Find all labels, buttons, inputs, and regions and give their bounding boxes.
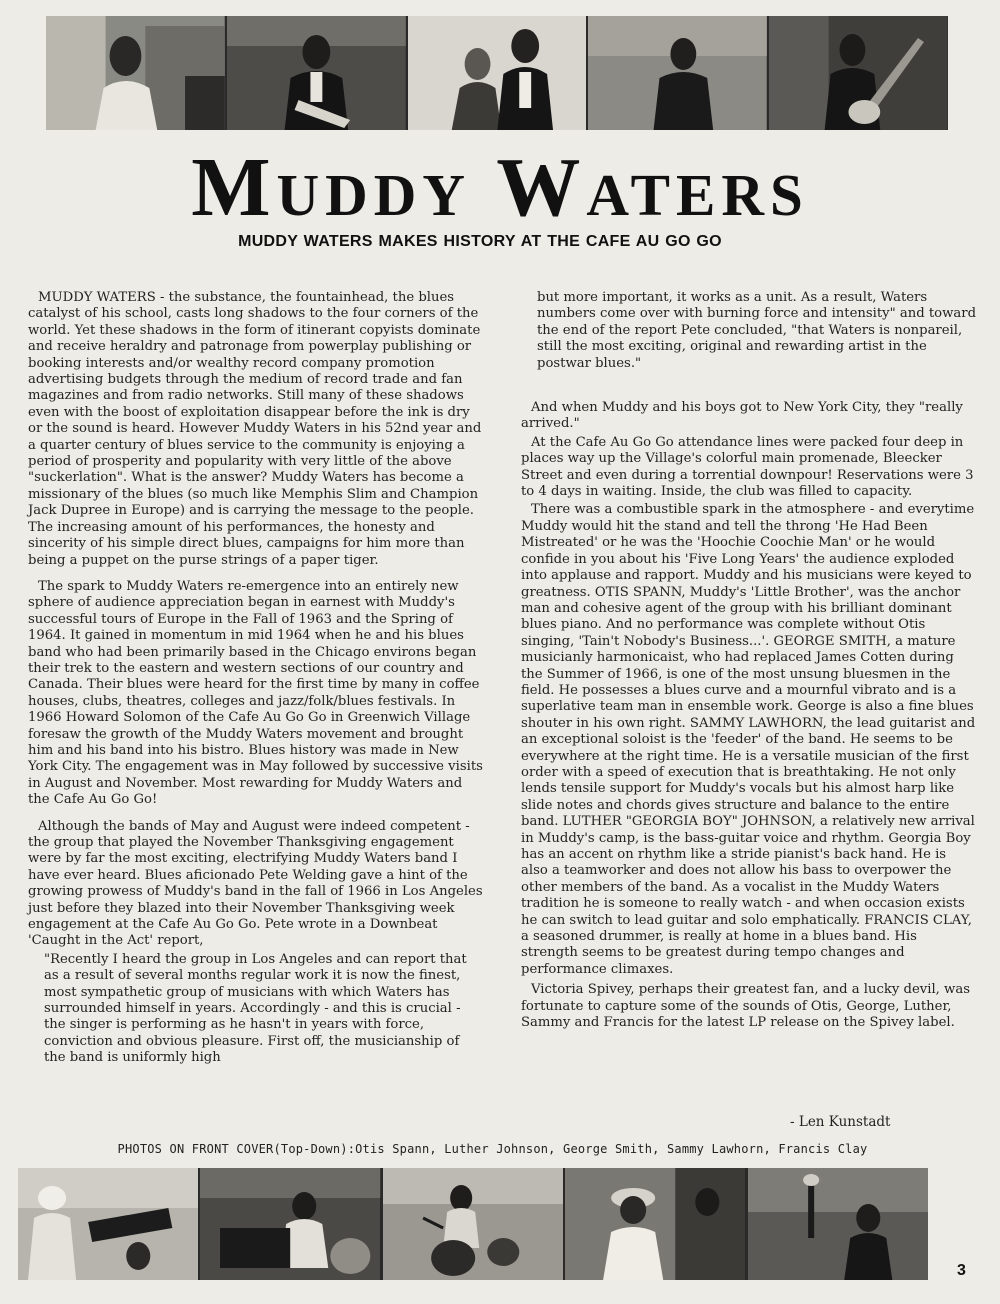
right-column bbox=[521, 290, 976, 1041]
photo-man-in-suit bbox=[588, 16, 769, 130]
left-column bbox=[28, 290, 483, 1077]
author-signature: - Len Kunstadt bbox=[790, 1114, 891, 1130]
paragraph: And when Muddy and his boys got to New York City, they "really arrived." bbox=[521, 400, 963, 432]
paragraph: MUDDY WATERS - the substance, the fountainhead, the blues catalyst of his school, casts long shadows to the four corners of the world. Yet these shadows in the form of itinerant copyists dominate and receive heraldry and patronage from powerplay publishing or booking interests and/or wealthy record company promotion advertising budgets through the medium of record trade and fan magazines and from radio networks. Still many of these shadows even with the boost of exploitation disappear before the ink is dry or the sound is heard. However Muddy Waters in his 52nd year and a quarter century of blues service to the community is enjoying a period of prosperity and popularity with very little of the above "suckerlation". What is the answer? Muddy Waters has become a missionary of the blues (so much like Memphis Slim and Champion Jack Dupree in Europe) and is carrying the message to the people. The increasing amount of his performances, the honesty and sincerity of his simple direct blues, campaigns for him more than being a puppet on the purse strings of a paper tiger. bbox=[28, 290, 482, 568]
block-quote: "Recently I heard the group in Los Angeles and can report that as a result of several months regular work it is now the finest, most sympathetic group of musicians with which Waters has surrounded himself in years. Accordingly - and this is crucial - the singer is performing as he hasn't in years with force, conviction and obvious pleasure. First off, the musicianship of the band is uniformly high bbox=[44, 951, 467, 1066]
paragraph: Although the bands of May and August were indeed competent - the group that played the November Thanksgiving engagement were by far the most exciting, electrifying Muddy Waters band I have ever heard. Blues aficionado Pete Welding gave a hint of the growing prowess of Muddy's band in the fall of 1966 in Los Angeles just before they blazed into their November Thanksgiving week engagement at the Cafe Au Go Go. Pete wrote in a Downbeat 'Caught in the Act' report, bbox=[28, 818, 483, 949]
article-subtitle: MUDDY WATERS MAKES HISTORY AT THE CAFE AU GO GO bbox=[238, 233, 722, 250]
photo-two-people bbox=[408, 16, 589, 130]
photo-bass-guitarist bbox=[769, 16, 948, 130]
page-number: 3 bbox=[957, 1262, 966, 1279]
photo-drummer bbox=[383, 1168, 565, 1280]
photo-woman-in-hat bbox=[565, 1168, 747, 1280]
top-photo-strip bbox=[46, 16, 948, 130]
paragraph: The spark to Muddy Waters re-emergence into an entirely new sphere of audience appreciation began in earnest with Muddy's successful tours of Europe in the Fall of 1963 and the Spring of 1964. It gained in momentum in mid 1964 when he and his blues band who had been primarily based in the Chicago environs began their trek to the eastern and western sections of our country and Canada. Their blues were heard for the first time by many in coffee houses, clubs, theatres, colleges and jazz/folk/blues festivals. In 1966 Howard Solomon of the Cafe Au Go Go in Greenwich Village foresaw the growth of the Muddy Waters movement and brought him and his band into his bistro. Blues history was made in New York City. The engagement was in May followed by successive visits in August and November. Most rewarding for Muddy Waters and the Cafe Au Go Go! bbox=[28, 578, 483, 808]
paragraph: At the Cafe Au Go Go attendance lines were packed four deep in places way up the Village's colorful main promenade, Bleecker Street and even during a torrential downpour! Reservations were 3 to 4 days in waiting. Inside, the club was filled to capacity. bbox=[521, 434, 974, 500]
paragraph: Victoria Spivey, perhaps their greatest fan, and a lucky devil, was fortunate to capture some of the sounds of Otis, George, Luther, Sammy and Francis for the latest LP release on the Spivey label. bbox=[521, 982, 970, 1031]
paragraph: There was a combustible spark in the atmosphere - and everytime Muddy would hit the stand and tell the throng 'He Had Been Mistreated' or he was the 'Hoochie Coochie Man' or he would confide in you about his 'Five Long Years' the audience exploded into applause and rapport. Muddy and his musicians were keyed to greatness. OTIS SPANN, Muddy's 'Little Brother', was the anchor man and cohesive agent of the group with his brilliant dominant blues piano. And no performance was complete without Otis singing, 'Tain't Nobody's Business...'. GEORGE SMITH, a mature musicianly harmonicaist, who had replaced James Cotten during the Summer of 1966, is one of the most unsung bluesmen in the field. He possesses a blues curve and a mournful vibrato and is a superlative team man in ensemble work. George is also a fine blues shouter in his own right. SAMMY LAWHORN, the lead guitarist and an exceptional soloist is the 'feeder' of the band. He seems to be everywhere at the right time. He is a versatile musician of the first order with a speed of execution that is breathtaking. He not only lends tensile support for Muddy's vocals but his almost harp like slide notes and chords gives structure and balance to the entire band. LUTHER "GEORGIA BOY" JOHNSON, a relatively new arrival in Muddy's camp, is the bass-guitar voice and rhythm. Georgia Boy has an accent on rhythm like a stride pianist's back hand. He is also a teamworker and does not allow his bass to overpower the other members of the band. As a vocalist in the Muddy Waters tradition he is someone to really watch - and when occasion exists he can switch to lead guitar and solo emphatically. FRANCIS CLAY, a seasoned drummer, is really at home in a blues band. His strength seems to be greatest during tempo changes and performance climaxes. bbox=[521, 502, 976, 977]
photo-pianist bbox=[200, 1168, 382, 1280]
bottom-photo-strip bbox=[18, 1168, 928, 1280]
block-quote-continued: but more important, it works as a unit. As a result, Waters numbers come over with burning force and intensity" and toward the end of the report Pete concluded, "that Waters is nonpareil, still the most exciting, original and rewarding artist in the postwar blues." bbox=[537, 290, 977, 371]
photo-guitarist bbox=[227, 16, 408, 130]
photo-woman-at-music-stand bbox=[18, 1168, 200, 1280]
photo-caption: PHOTOS ON FRONT COVER(Top-Down):Otis Spann, Luther Johnson, George Smith, Sammy Lawhorn, Francis Clay bbox=[117, 1142, 868, 1156]
photo-man-on-phone bbox=[46, 16, 227, 130]
page-title: Muddy Waters bbox=[191, 141, 809, 234]
photo-studio-microphone bbox=[748, 1168, 928, 1280]
